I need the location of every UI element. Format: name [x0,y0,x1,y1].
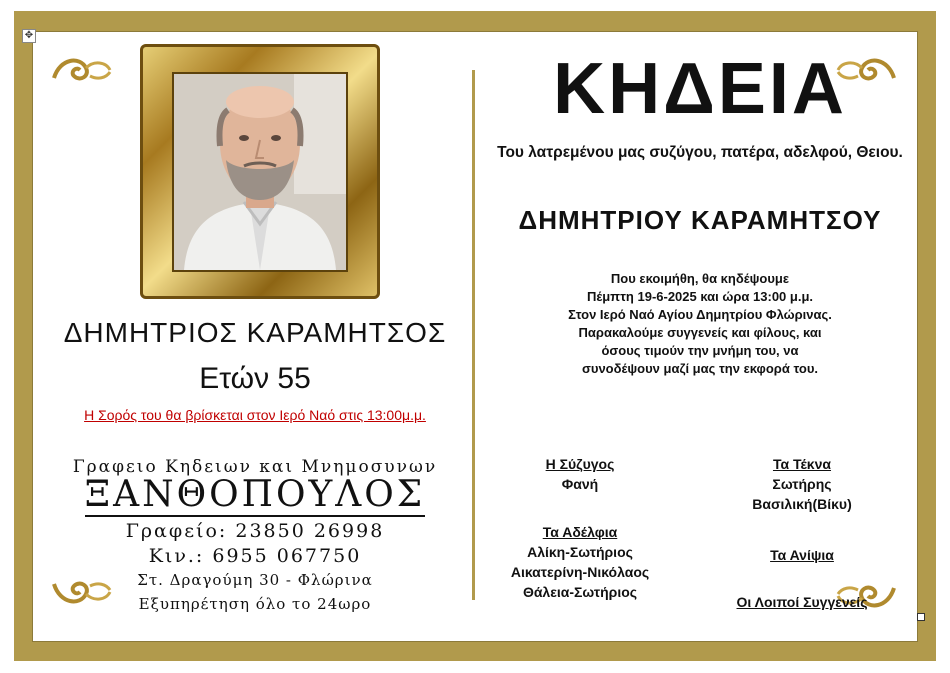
spouse-heading: Η Σύζυγος [545,456,615,472]
resize-handle[interactable] [917,613,925,621]
detail-line: Παρακαλούμε συγγενείς και φίλους, και [578,325,822,340]
detail-line: Πέμπτη 19-6-2025 και ώρα 13:00 μ.μ. [586,289,814,304]
funeral-office-title: Γραφειο Κηδειων και Μνημοσυνων [72,457,438,477]
office-address: Στ. Δραγούμη 30 - Φλώρινα [137,571,373,589]
siblings-heading: Τα Αδέλφια [542,524,618,540]
portrait-photo [174,74,346,270]
detail-line: όσους τιμούν την μνήμη του, να [601,343,799,358]
office-mobile: Κιν.: 6955 067750 [148,545,362,567]
sibling-name: Αικατερίνη-Νικόλαος [510,564,650,580]
sibling-name: Αλίκη-Σωτήριος [527,544,633,560]
notice-title: ΚΗΔΕΙΑ [553,49,847,129]
sibling-name: Θάλεια-Σωτήριος [522,584,638,600]
notice-subtitle: Του λατρεμένου μας συζύγου, πατέρα, αδελφού, Θειου. [497,144,903,161]
other-relatives-heading: Οι Λοιποί Συγγενείς [736,594,868,610]
age-label: Ετών 55 [199,362,311,395]
office-name-underline [85,515,425,517]
office-phone: Γραφείο: 23850 26998 [125,520,385,542]
office-hours: Εξυπηρέτηση όλο το 24ωρο [138,595,372,613]
children-heading: Τα Τέκνα [772,456,832,472]
viewing-note: Η Σορός του θα βρίσκεται στον Ιερό Ναό στις 13:00μ.μ. [84,407,426,423]
deceased-name-left: ΔΗΜΗΤΡΙΟΣ ΚΑΡΑΜΗΤΣΟΣ [63,317,447,348]
detail-line: Στον Ιερό Ναό Αγίου Δημητρίου Φλώρινας. [568,307,832,322]
funeral-office-name: ΞΑΝΘΟΠΟΥΛΟΣ [84,474,426,515]
nephews-heading: Τα Ανίψια [770,547,834,563]
other-relatives-block [712,592,892,612]
move-handle-icon[interactable]: ✥ [22,29,36,43]
detail-line: Που εκοιμήθη, θα κηδέψουμε [610,271,790,286]
portrait-illustration [174,74,346,270]
siblings-block [484,522,676,602]
nephews-block [722,545,882,565]
spouse-name: Φανή [561,476,599,492]
funeral-details [480,270,920,378]
child-name: Σωτήρης [772,476,832,492]
children-block [722,454,882,514]
child-name: Βασιλική(Βίκυ) [752,496,852,512]
deceased-name-right: ΔΗΜΗΤΡΙΟΥ ΚΑΡΑΜΗΤΣΟΥ [518,205,882,235]
spouse-block [500,454,660,494]
detail-line: συνοδέψουν μαζί μας την εκφορά του. [581,361,818,376]
flourish-top-left-icon [50,52,114,88]
